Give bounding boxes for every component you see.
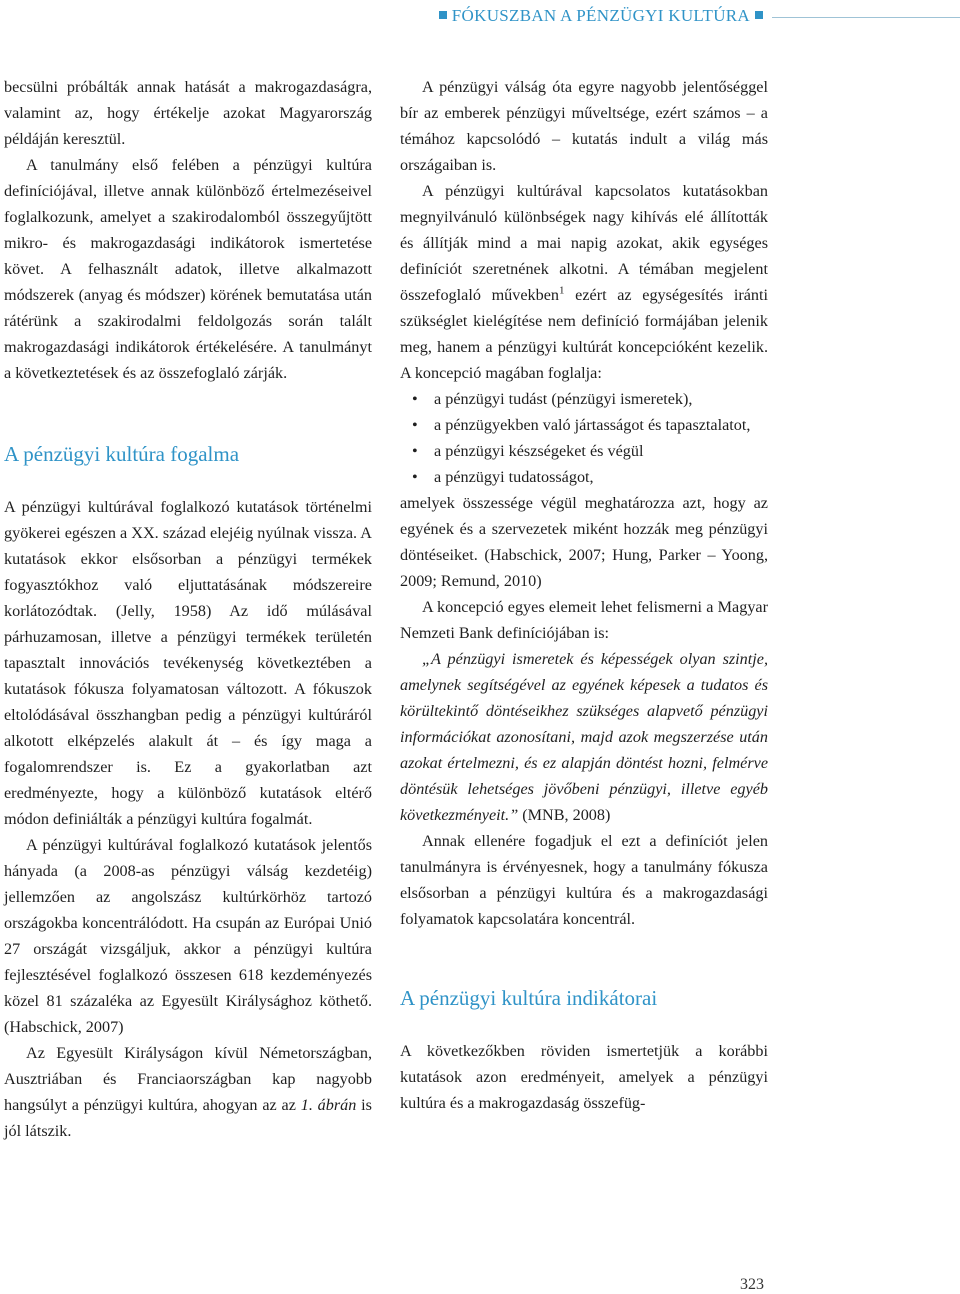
- paragraph: Annak ellenére fogadjuk el ezt a definíciót jelen tanulmányra is érvényesnek, hogy a tanulmány fókusza elsősorban a pénzügyi kultúra és a makrogazdasági folyamatok kapcsolatára koncentrál.: [400, 832, 768, 928]
- header-title-text: FÓKUSZBAN A PÉNZÜGYI KULTÚRA: [451, 6, 750, 25]
- paragraph: [400, 178, 768, 386]
- list-item: • a pénzügyi tudatosságot,: [400, 464, 768, 490]
- footnote-marker: 1: [559, 284, 565, 297]
- quote-source: (MNB, 2008): [518, 806, 611, 824]
- list-item: • a pénzügyi tudást (pénzügyi ismeretek),: [400, 386, 768, 412]
- right-column: [400, 74, 768, 1116]
- paragraph: A pénzügyi kultúrával foglalkozó kutatások jelentős hányada (a 2008-as pénzügyi válság kezdetéig) jellemzően az angolszász kultúrkörhöz tartozó országokba koncentrálódott. Ha csupán az Európai Unió 27 országát vizsgáljuk, akkor a pénzügyi kultúra fejlesztésével foglalkozó összesen 618 kezdeményezés közel 81 százaléka az Egyesült Királysághoz köthető. (Habschick, 2007): [4, 836, 372, 1036]
- paragraph: A koncepció egyes elemeit lehet felismerni a Magyar Nemzeti Bank definíciójában is:: [400, 598, 768, 642]
- page-number: 323: [740, 1276, 764, 1293]
- section-heading: A pénzügyi kultúra indikátorai: [400, 986, 658, 1010]
- running-header: [0, 0, 960, 40]
- paragraph: becsülni próbálták annak hatását a makrogazdaságra, valamint az, hogy értékelje azokat Magyarország példáján keresztül.: [4, 78, 372, 148]
- text-run: A pénzügyi kultúrával kapcsolatos kutatásokban megnyilvánuló különbségek nagy kihívás elé állították és állítják mind a mai napig azokat, akik egységes definíciót szeretnének alkotni. A témában megjelent összefoglaló művekben: [400, 182, 768, 304]
- paragraph: A pénzügyi kultúrával foglalkozó kutatások történelmi gyökerei egészen a XX. század elejéig nyúlnak vissza. A kutatások ekkor elsősorban a pénzügyi termékek fogyasztókhoz való eljuttatásának módszereire korlátozódtak. (Jelly, 1958) Az idő múlásával párhuzamosan, illetve a pénzügyi termékek területén tapasztalt innovációs tevékenység következtében a kutatások fókusza folyamatosan változott. A fókuszok eltolódásával összhangban pedig a pénzügyi kultúráról alkotott elképzelés alakult át – és így maga a fogalomrendszer is. Ez a gyakorlatban azt eredményezte, hogy a különböző kutatások eltérő módon definiálták a pénzügyi kultúra fogalmát.: [4, 498, 372, 828]
- list-item: • a pénzügyekben való jártasságot és tapasztalatot,: [400, 412, 768, 438]
- figure-reference: 1. ábrán: [300, 1096, 357, 1114]
- paragraph: A pénzügyi válság óta egyre nagyobb jelentőséggel bír az emberek pénzügyi műveltsége, ezért számos – a témához kapcsolódó – kutatás indult a világ más országaiban is.: [400, 78, 768, 174]
- section-heading: A pénzügyi kultúra fogalma: [4, 442, 240, 466]
- paragraph: amelyek összessége végül meghatározza azt, hogy az egyének és a szervezetek miként hozzák meg pénzügyi döntéseiket. (Habschick, 2007; Hung, Parker – Yoong, 2009; Remund, 2010): [400, 494, 768, 590]
- square-bullet-icon: [439, 11, 447, 19]
- paragraph: A tanulmány első felében a pénzügyi kultúra definíciójával, illetve annak különböző értelmezéseivel foglalkozunk, amelyet a szakirodalomból összegyűjtött mikro- és makrogazdasági indikátorok ismertetése követ. A felhasznált adatok, illetve alkalmazott módszerek (anyag és módszer) körének bemutatása után rátérünk a szakirodalmi feldolgozás során talált makrogazdasági indikátorok értékelésére. A tanulmányt a következtetések és az összefoglaló zárják.: [4, 156, 372, 382]
- mnb-definition-quote: [400, 646, 768, 828]
- paragraph: A következőkben röviden ismertetjük a korábbi kutatások azon eredményeit, amelyek a pénzügyi kultúra és a makrogazdaság összefüg-: [400, 1042, 768, 1112]
- left-column: [4, 74, 372, 1144]
- concept-list: [400, 386, 768, 490]
- header-title: [434, 6, 768, 26]
- paragraph: [4, 1040, 372, 1144]
- text-run: Az Egyesült Királyságon kívül Németországban, Ausztriában és Franciaországban kap nagyobb hangsúlyt a pénzügyi kultúra, ahogyan az az: [4, 1044, 372, 1114]
- header-rule: [772, 17, 960, 18]
- list-item: • a pénzügyi készségeket és végül: [400, 438, 768, 464]
- text-run: is jól látszik.: [4, 1096, 372, 1140]
- text-run: ezért az egységesítés iránti szükséglet kielégítése nem definíció formájában jelenik meg, hanem a pénzügyi kultúrát koncepcióként kezelik. A koncepció magában foglalja:: [400, 286, 768, 382]
- square-bullet-icon: [755, 11, 763, 19]
- quote-text: „A pénzügyi ismeretek és képességek olyan szintje, amelynek segítségével az egyének képesek a tudatos és körültekintő döntéseikhez szükséges alapvető pénzügyi információkat azonosítani, majd azok megszerzése után azokat értelmezni, és ez alapján döntést hozni, felmérve döntésük lehetséges jövőbeni pénzügyi, illetve egyéb következményeit.”: [400, 650, 768, 824]
